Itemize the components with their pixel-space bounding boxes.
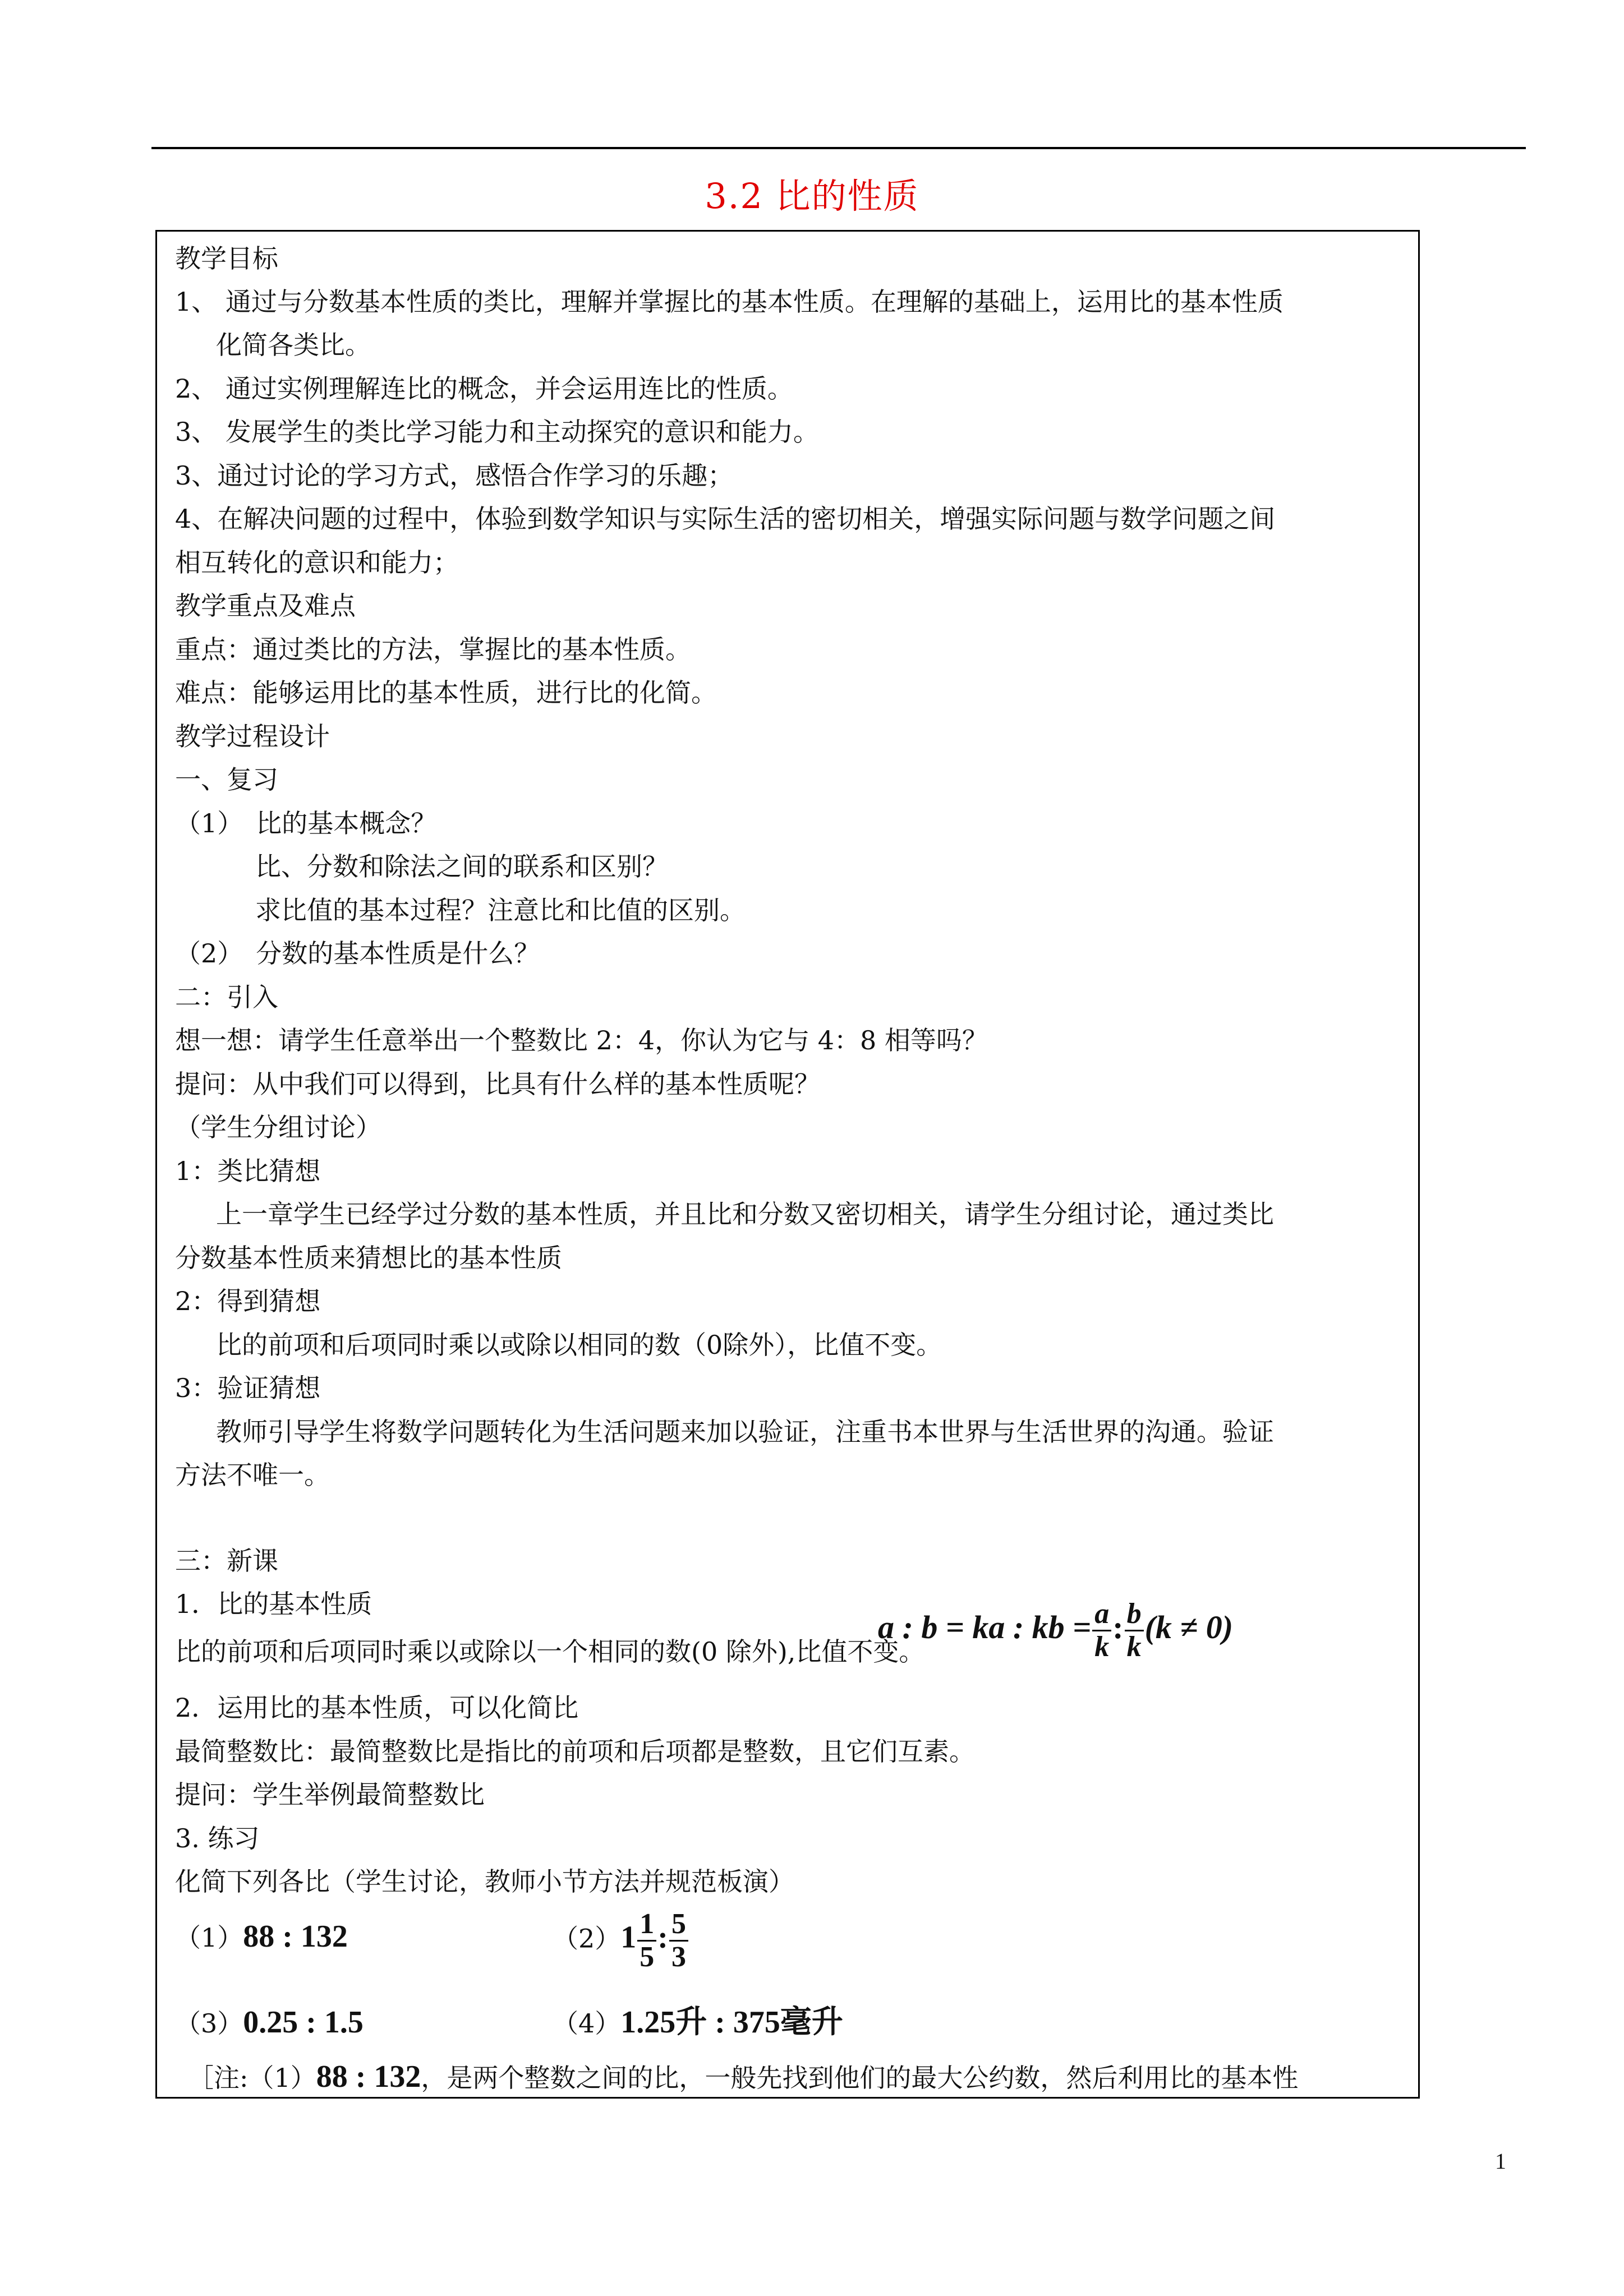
group-discussion: （学生分组讨论） (175, 1112, 381, 1142)
formula-condition: (k ≠ 0) (1144, 1608, 1234, 1645)
focus-point: 重点：通过类比的方法，掌握比的基本性质。 (175, 634, 691, 665)
header-rule (151, 147, 1526, 149)
page-number: 1 (1495, 2149, 1506, 2174)
exercise-2: （2）1 $\frac{1}{5}$ : $\frac{5}{3}$ (553, 1908, 689, 1973)
exercise-4-label: （4） (553, 2008, 621, 2039)
note-ratio: 88 : 132 (316, 2059, 421, 2094)
formula-lhs: a : b = ka : kb = (878, 1608, 1092, 1645)
formula-colon: : (1112, 1608, 1124, 1645)
think-question: 想一想：请学生任意举出一个整数比 2：4，你认为它与 4：8 相等吗？ (175, 1025, 988, 1055)
step-3-text: 教师引导学生将数学问题转化为生活问题来加以验证，注重书本世界与生活世界的沟通。验证 (216, 1417, 1274, 1447)
exercise-3-label: （3） (175, 2008, 243, 2039)
exercise-1-ratio: 88 : 132 (243, 1919, 348, 1954)
ask-question: 提问：从中我们可以得到，比具有什么样的基本性质呢？ (175, 1069, 820, 1099)
goal-4: 3、通过讨论的学习方式，感悟合作学习的乐趣； (175, 460, 734, 491)
lesson-table (155, 230, 1420, 2099)
key-points-heading: 教学重点及难点 (175, 591, 356, 621)
process-heading: 教学过程设计 (175, 721, 330, 751)
formula-fraction-b-k: $\frac{b}{k}$ (1125, 1598, 1144, 1663)
page-title: 3.2 比的性质 (705, 176, 919, 216)
goal-1: 1、 通过与分数基本性质的类比，理解并掌握比的基本性质。在理解的基础上，运用比的基本性质 (175, 287, 1283, 317)
note-text: ，是两个整数之间的比，一般先找到他们的最大公约数，然后利用比的基本性 (421, 2063, 1299, 2093)
ratio-property-formula (878, 1598, 1233, 1663)
goal-5: 4、在解决问题的过程中，体验到数学知识与实际生活的密切相关，增强实际问题与数学问题之间 (175, 504, 1276, 534)
goal-5-cont: 相互转化的意识和能力； (175, 547, 459, 578)
goal-3: 3、 发展学生的类比学习能力和主动探究的意识和能力。 (175, 417, 819, 447)
difficulty-point: 难点：能够运用比的基本性质，进行比的化简。 (175, 677, 717, 708)
new-lesson-heading: 三：新课 (175, 1546, 278, 1576)
ask-simplest-example: 提问：学生举例最简整数比 (175, 1779, 485, 1810)
note-prefix: ［注:（1） (188, 2063, 316, 2093)
step-3-heading: 3：验证猜想 (175, 1373, 321, 1403)
exercise-1-label: （1） (175, 1922, 243, 1953)
step-2-heading: 2：得到猜想 (175, 1286, 321, 1316)
exercise-note (188, 2054, 1298, 2099)
exercise-3 (175, 2000, 364, 2046)
practice-heading: 3. 练习 (175, 1823, 260, 1854)
review-heading: 一、复习 (175, 764, 278, 795)
formula-fraction-a-k: $\frac{a}{k}$ (1092, 1598, 1111, 1663)
exercise-2-fraction-2: $\frac{5}{3}$ (669, 1908, 688, 1973)
exercise-2-whole: 1 (620, 1920, 637, 1955)
exercise-2-label: （2） (553, 1923, 621, 1954)
goals-heading: 教学目标 (175, 243, 278, 274)
simplest-ratio-definition: 最简整数比：最简整数比是指比的前项和后项都是整数，且它们互素。 (175, 1736, 975, 1767)
step-1-text: 上一章学生已经学过分数的基本性质，并且比和分数又密切相关，请学生分组讨论，通过类比 (216, 1199, 1274, 1229)
review-item-1c: 求比值的基本过程？注意比和比值的区别。 (255, 895, 746, 925)
step-2-text: 比的前项和后项同时乘以或除以相同的数（0除外），比值不变。 (216, 1330, 942, 1360)
exercise-3-ratio: 0.25 : 1.5 (243, 2005, 364, 2040)
exercise-4-ratio: 1.25升 : 375毫升 (620, 2005, 843, 2040)
property-heading: 1．比的基本性质 (175, 1589, 372, 1619)
goal-2: 2、 通过实例理解连比的概念，并会运用连比的性质。 (175, 374, 793, 404)
exercise-2-fraction-1: $\frac{1}{5}$ (637, 1908, 656, 1973)
review-item-1: （1） 比的基本概念？ (175, 808, 437, 838)
step-1-text-cont: 分数基本性质来猜想比的基本性质 (175, 1243, 562, 1273)
goal-1-cont: 化简各类比。 (216, 330, 371, 360)
simplify-heading: 2．运用比的基本性质，可以化简比 (175, 1693, 579, 1723)
exercise-4 (553, 2000, 843, 2046)
step-3-text-cont: 方法不唯一。 (175, 1460, 330, 1490)
review-item-1b: 比、分数和除法之间的联系和区别？ (255, 851, 668, 882)
review-item-2: （2） 分数的基本性质是什么？ (175, 938, 540, 969)
intro-heading: 二：引入 (175, 982, 278, 1012)
property-text: 比的前项和后项同时乘以或除以一个相同的数(0 除外),比值不变。 (175, 1636, 925, 1667)
practice-instruction: 化简下列各比（学生讨论，教师小节方法并规范板演） (175, 1866, 794, 1897)
step-1-heading: 1：类比猜想 (175, 1156, 321, 1186)
exercise-1 (175, 1914, 348, 1960)
